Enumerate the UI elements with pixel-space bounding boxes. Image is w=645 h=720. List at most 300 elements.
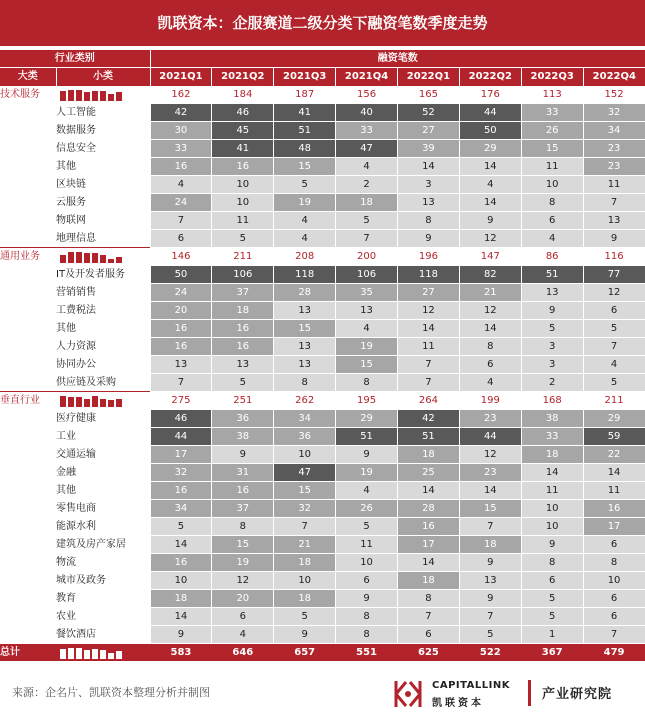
subcategory-name: 农业 [56,608,150,626]
value-cell: 19 [212,554,274,572]
subcategory-row [0,122,645,140]
category-total-cell: 156 [336,86,398,104]
value-cell: 12 [459,230,521,248]
subcategory-name: 供应链及采购 [56,374,150,392]
value-cell: 12 [459,446,521,464]
value-cell: 10 [212,194,274,212]
empty-major-cell [0,266,56,284]
value-cell: 18 [521,446,583,464]
sparkline-cell [56,644,150,662]
total-value-cell: 522 [459,644,521,662]
value-cell: 28 [398,500,460,518]
value-cell: 10 [521,500,583,518]
subcategory-row [0,590,645,608]
value-cell: 15 [274,482,336,500]
category-total-cell: 168 [521,392,583,410]
value-cell: 11 [521,482,583,500]
value-cell: 32 [274,500,336,518]
subcategory-row [0,302,645,320]
subcategory-name: 交通运输 [56,446,150,464]
value-cell: 5 [274,608,336,626]
subcategory-name: 能源水利 [56,518,150,536]
empty-major-cell [0,518,56,536]
category-total-cell: 251 [212,392,274,410]
sparkline-bar [60,91,66,101]
subcategory-name: 区块链 [56,176,150,194]
subcategory-row [0,608,645,626]
value-cell: 44 [459,104,521,122]
sparkline [56,647,150,659]
subcategory-name: 工费税法 [56,302,150,320]
value-cell: 3 [521,356,583,374]
value-cell: 14 [583,464,645,482]
sparkline-bar [60,255,66,263]
sparkline-bar [68,648,74,659]
subcategory-name: 物流 [56,554,150,572]
major-column-header: 大类 [0,68,56,86]
subcategory-name: 地理信息 [56,230,150,248]
value-cell: 24 [150,194,212,212]
value-cell: 7 [398,356,460,374]
value-cell: 32 [150,464,212,482]
total-value-cell: 646 [212,644,274,662]
value-cell: 9 [150,626,212,644]
category-total-cell: 187 [274,86,336,104]
category-total-cell: 262 [274,392,336,410]
value-cell: 17 [150,446,212,464]
value-cell: 10 [274,446,336,464]
value-cell: 11 [583,176,645,194]
empty-major-cell [0,446,56,464]
value-cell: 8 [398,590,460,608]
value-cell: 4 [336,158,398,176]
value-cell: 40 [336,104,398,122]
value-cell: 10 [150,572,212,590]
value-cell: 50 [459,122,521,140]
value-cell: 13 [212,356,274,374]
value-cell: 106 [336,266,398,284]
quarter-header: 2022Q3 [521,68,583,86]
value-cell: 15 [521,140,583,158]
value-cell: 7 [398,374,460,392]
empty-major-cell [0,590,56,608]
value-cell: 12 [212,572,274,590]
category-name: 通用业务 [0,248,56,266]
value-cell: 12 [459,302,521,320]
sparkline-bar [84,399,90,407]
value-cell: 8 [274,374,336,392]
subcategory-row [0,410,645,428]
category-total-cell: 184 [212,86,274,104]
value-cell: 38 [521,410,583,428]
subcategory-name: IT及开发者服务 [56,266,150,284]
sparkline-bar [92,649,98,659]
subcategory-row [0,176,645,194]
empty-major-cell [0,428,56,446]
value-cell: 52 [398,104,460,122]
category-total-cell: 147 [459,248,521,266]
value-cell: 33 [521,104,583,122]
value-cell: 4 [212,626,274,644]
subcategory-row [0,140,645,158]
financing-group-header: 融资笔数 [150,50,645,68]
value-cell: 4 [274,212,336,230]
value-cell: 37 [212,284,274,302]
empty-major-cell [0,212,56,230]
value-cell: 6 [583,590,645,608]
value-cell: 51 [521,266,583,284]
value-cell: 4 [459,176,521,194]
value-cell: 11 [521,158,583,176]
subcategory-row [0,212,645,230]
value-cell: 21 [459,284,521,302]
subcategory-row [0,374,645,392]
value-cell: 14 [459,194,521,212]
value-cell: 36 [274,428,336,446]
subcategory-row [0,464,645,482]
empty-major-cell [0,194,56,212]
empty-major-cell [0,410,56,428]
sparkline-bar [84,253,90,263]
value-cell: 51 [336,428,398,446]
value-cell: 5 [274,176,336,194]
total-value-cell: 479 [583,644,645,662]
sparkline-bar [60,649,66,659]
value-cell: 29 [459,140,521,158]
value-cell: 2 [336,176,398,194]
value-cell: 33 [150,140,212,158]
value-cell: 7 [583,194,645,212]
empty-major-cell [0,122,56,140]
category-total-cell: 211 [583,392,645,410]
value-cell: 6 [212,608,274,626]
value-cell: 44 [150,428,212,446]
empty-major-cell [0,536,56,554]
value-cell: 45 [212,122,274,140]
value-cell: 5 [150,518,212,536]
value-cell: 31 [212,464,274,482]
value-cell: 9 [459,554,521,572]
value-cell: 44 [459,428,521,446]
value-cell: 17 [398,536,460,554]
quarter-header: 2021Q1 [150,68,212,86]
value-cell: 16 [150,338,212,356]
sparkline-bar [116,257,122,263]
empty-major-cell [0,500,56,518]
value-cell: 48 [274,140,336,158]
value-cell: 37 [212,500,274,518]
value-cell: 47 [336,140,398,158]
value-cell: 3 [521,338,583,356]
value-cell: 7 [459,608,521,626]
value-cell: 14 [398,482,460,500]
sparkline-bar [92,396,98,407]
category-total-cell: 162 [150,86,212,104]
sparkline-bar [100,255,106,263]
value-cell: 8 [398,212,460,230]
value-cell: 59 [583,428,645,446]
value-cell: 5 [521,608,583,626]
value-cell: 4 [274,230,336,248]
value-cell: 14 [150,536,212,554]
value-cell: 8 [583,554,645,572]
value-cell: 8 [336,626,398,644]
value-cell: 9 [336,446,398,464]
value-cell: 15 [336,356,398,374]
value-cell: 6 [336,572,398,590]
value-cell: 82 [459,266,521,284]
value-cell: 7 [459,518,521,536]
value-cell: 16 [398,518,460,536]
sparkline-bar [116,651,122,659]
value-cell: 23 [459,410,521,428]
value-cell: 50 [150,266,212,284]
value-cell: 6 [583,536,645,554]
value-cell: 106 [212,266,274,284]
subcategory-name: 信息安全 [56,140,150,158]
value-cell: 47 [274,464,336,482]
value-cell: 3 [398,176,460,194]
value-cell: 29 [336,410,398,428]
subcategory-row [0,230,645,248]
value-cell: 5 [583,320,645,338]
value-cell: 9 [274,626,336,644]
subcategory-name: 餐饮酒店 [56,626,150,644]
brand-name-en: CAPITALLINK [432,680,510,691]
value-cell: 6 [521,212,583,230]
value-cell: 7 [274,518,336,536]
value-cell: 10 [521,176,583,194]
value-cell: 5 [521,320,583,338]
value-cell: 6 [398,626,460,644]
subcategory-row [0,266,645,284]
financing-table [0,50,645,661]
value-cell: 10 [274,572,336,590]
value-cell: 14 [398,554,460,572]
value-cell: 14 [150,608,212,626]
value-cell: 15 [459,500,521,518]
sparkline-bar [92,253,98,263]
value-cell: 33 [521,428,583,446]
sparkline-bar [76,252,82,263]
value-cell: 18 [150,590,212,608]
value-cell: 41 [212,140,274,158]
category-total-cell: 165 [398,86,460,104]
total-value-cell: 625 [398,644,460,662]
sparkline-bar [108,94,114,101]
empty-major-cell [0,158,56,176]
value-cell: 4 [150,176,212,194]
subcategory-row [0,356,645,374]
value-cell: 14 [459,158,521,176]
value-cell: 4 [459,374,521,392]
value-cell: 42 [150,104,212,122]
sparkline-bar [100,91,106,101]
category-total-cell: 176 [459,86,521,104]
value-cell: 9 [459,212,521,230]
subcategory-name: 其他 [56,320,150,338]
value-cell: 20 [212,590,274,608]
value-cell: 16 [212,338,274,356]
value-cell: 18 [459,536,521,554]
value-cell: 34 [274,410,336,428]
empty-major-cell [0,482,56,500]
value-cell: 18 [398,446,460,464]
value-cell: 4 [521,230,583,248]
value-cell: 2 [521,374,583,392]
institute-name: 产业研究院 [542,687,613,702]
category-row [0,248,645,266]
value-cell: 5 [583,374,645,392]
value-cell: 13 [583,212,645,230]
total-value-cell: 583 [150,644,212,662]
subcategory-row [0,320,645,338]
value-cell: 7 [583,626,645,644]
value-cell: 7 [336,230,398,248]
subcategory-name: 人工智能 [56,104,150,122]
brand-name-cn: 凯联资本 [432,698,484,709]
value-cell: 16 [583,500,645,518]
sparkline-bar [76,90,82,101]
value-cell: 34 [583,122,645,140]
value-cell: 10 [583,572,645,590]
value-cell: 33 [336,122,398,140]
value-cell: 25 [398,464,460,482]
quarter-header: 2021Q2 [212,68,274,86]
value-cell: 16 [212,158,274,176]
value-cell: 77 [583,266,645,284]
subcategory-name: 其他 [56,482,150,500]
value-cell: 34 [150,500,212,518]
category-total-cell: 146 [150,248,212,266]
value-cell: 39 [398,140,460,158]
value-cell: 18 [398,572,460,590]
category-total-cell: 211 [212,248,274,266]
value-cell: 11 [583,482,645,500]
value-cell: 15 [212,536,274,554]
subcategory-row [0,284,645,302]
category-name: 技术服务 [0,86,56,104]
minor-column-header: 小类 [56,68,150,86]
category-total-cell: 116 [583,248,645,266]
subcategory-row [0,446,645,464]
sparkline [56,395,150,407]
value-cell: 22 [583,446,645,464]
value-cell: 19 [336,338,398,356]
value-cell: 10 [212,176,274,194]
category-total-cell: 195 [336,392,398,410]
subcategory-row [0,338,645,356]
empty-major-cell [0,626,56,644]
empty-major-cell [0,284,56,302]
subcategory-name: 协同办公 [56,356,150,374]
value-cell: 5 [212,230,274,248]
value-cell: 15 [274,158,336,176]
value-cell: 13 [398,194,460,212]
sparkline-bar [68,90,74,101]
subcategory-name: 零售电商 [56,500,150,518]
subcategory-row [0,104,645,122]
value-cell: 13 [521,284,583,302]
sparkline-bar [76,397,82,407]
quarter-header: 2022Q1 [398,68,460,86]
sparkline-bar [84,92,90,101]
value-cell: 13 [459,572,521,590]
subcategory-row [0,500,645,518]
empty-major-cell [0,230,56,248]
value-cell: 8 [336,374,398,392]
subcategory-name: 医疗健康 [56,410,150,428]
value-cell: 12 [398,302,460,320]
category-total-cell: 208 [274,248,336,266]
category-total-cell: 86 [521,248,583,266]
category-total-cell: 200 [336,248,398,266]
value-cell: 16 [212,320,274,338]
category-total-cell: 275 [150,392,212,410]
empty-major-cell [0,356,56,374]
sparkline-bar [92,91,98,101]
sparkline [56,89,150,101]
subcategory-name: 金融 [56,464,150,482]
subcategory-row [0,194,645,212]
value-cell: 18 [336,194,398,212]
value-cell: 7 [583,338,645,356]
value-cell: 46 [212,104,274,122]
value-cell: 26 [521,122,583,140]
subcategory-name: 人力资源 [56,338,150,356]
value-cell: 11 [398,338,460,356]
value-cell: 18 [274,590,336,608]
value-cell: 14 [398,158,460,176]
value-cell: 5 [212,374,274,392]
value-cell: 27 [398,122,460,140]
total-value-cell: 367 [521,644,583,662]
empty-major-cell [0,140,56,158]
category-row [0,86,645,104]
value-cell: 23 [583,140,645,158]
subcategory-name: 数据服务 [56,122,150,140]
value-cell: 16 [150,482,212,500]
value-cell: 23 [459,464,521,482]
value-cell: 19 [274,194,336,212]
value-cell: 14 [459,482,521,500]
value-cell: 118 [274,266,336,284]
value-cell: 13 [274,338,336,356]
value-cell: 10 [521,518,583,536]
sparkline-bar [116,92,122,101]
value-cell: 16 [212,482,274,500]
empty-major-cell [0,176,56,194]
value-cell: 16 [150,320,212,338]
sparkline-cell [56,86,150,104]
value-cell: 4 [336,482,398,500]
value-cell: 42 [398,410,460,428]
value-cell: 26 [336,500,398,518]
category-total-cell: 199 [459,392,521,410]
value-cell: 8 [459,338,521,356]
value-cell: 14 [459,320,521,338]
value-cell: 13 [274,356,336,374]
value-cell: 8 [521,554,583,572]
category-total-cell: 152 [583,86,645,104]
empty-major-cell [0,374,56,392]
empty-major-cell [0,320,56,338]
empty-major-cell [0,338,56,356]
subcategory-name: 云服务 [56,194,150,212]
value-cell: 30 [150,122,212,140]
sparkline-bar [60,396,66,407]
industry-group-header: 行业类别 [0,50,150,68]
